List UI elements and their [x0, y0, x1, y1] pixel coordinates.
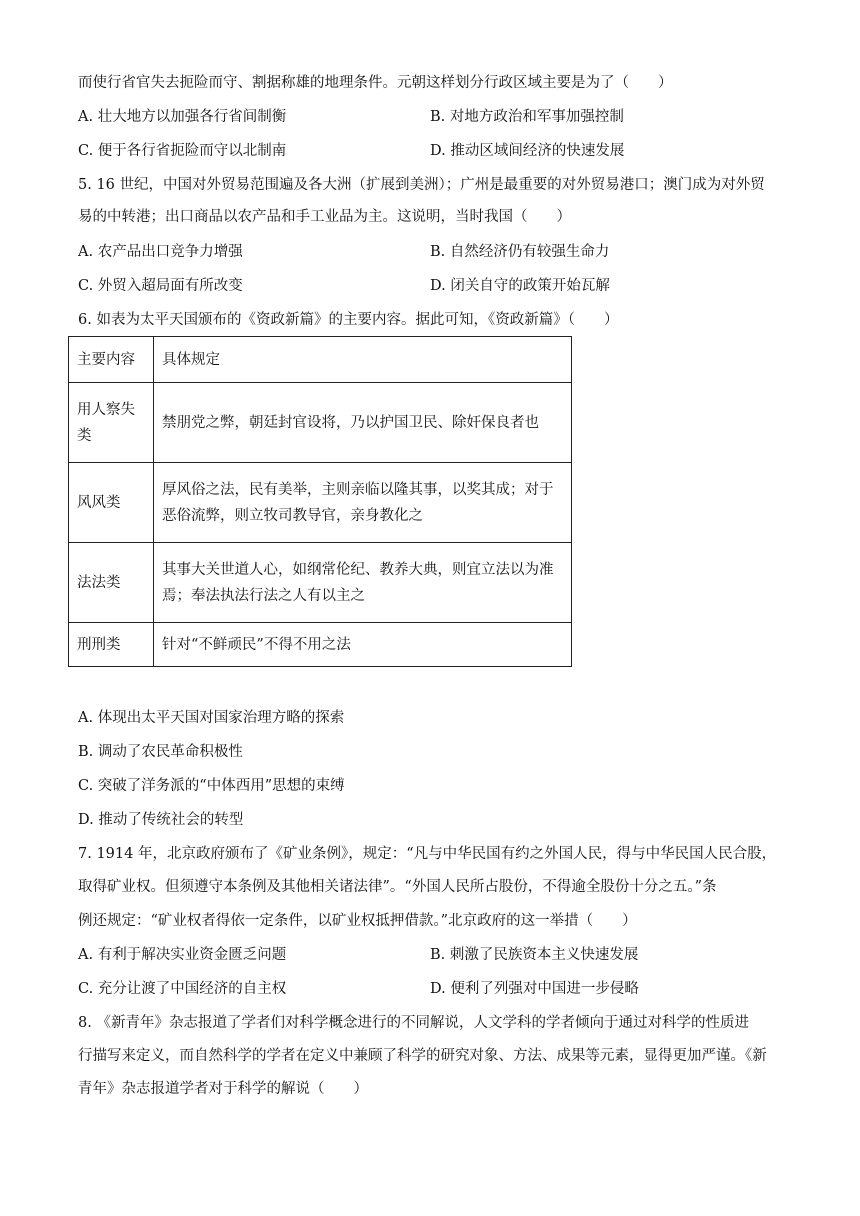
q5-option-d: D. 闭关自守的政策开始瓦解 [430, 278, 610, 294]
rule-line: 其事大关世道人心，如纲常伦纪、教养大典，则宜立法以为准 [162, 561, 554, 578]
rule-line: 恶俗流弊，则立牧司教导官，亲身教化之 [162, 507, 423, 524]
rule-line: 禁朋党之弊，朝廷封官设将，乃以护国卫民、除奸保良者也 [162, 414, 539, 431]
table-row [69, 463, 572, 543]
q7-option-b: B. 刺激了民族资本主义快速发展 [430, 947, 639, 963]
category-line: 类 [77, 427, 92, 444]
table-cell-category [69, 623, 154, 667]
category-line: 法法类 [77, 574, 121, 591]
table-header-row [69, 337, 572, 383]
rule-line: 焉；奉法执法行法之人有以主之 [162, 587, 365, 604]
q4-option-d: D. 推动区域间经济的快速发展 [430, 143, 625, 159]
q5-option-c: C. 外贸入超局面有所改变 [78, 278, 243, 294]
rule-line: 厚风俗之法，民有美举，主则亲临以隆其事，以奖其成；对于 [162, 481, 554, 498]
category-line: 刑刑类 [77, 636, 121, 653]
q5-stem-line1: 5. 16 世纪，中国对外贸易范围遍及各大洲（扩展到美洲）；广州是最重要的对外贸易港口；澳门成为对外贸 [78, 177, 765, 193]
q7-stem-line3: 例还规定：“矿业权者得依一定条件，以矿业权抵押借款。”北京政府的这一举措（ ） [78, 913, 637, 929]
q7-option-d: D. 便利了列强对中国进一步侵略 [430, 981, 639, 997]
table-cell-rule [154, 463, 572, 543]
rule-line: 针对“不鲜顽民”不得不用之法 [162, 636, 351, 653]
q8-stem-line3: 青年》杂志报道学者对于科学的解说（ ） [78, 1081, 368, 1097]
table-header-content: 主要内容 [69, 337, 154, 383]
q7-stem-line1: 7. 1914 年，北京政府颁布了《矿业条例》，规定：“凡与中华民国有约之外国人民，得与中华民国人民合股， [78, 846, 777, 862]
q6-option-b: B. 调动了农民革命积极性 [78, 744, 243, 760]
table-cell-rule [154, 543, 572, 623]
table-cell-category [69, 543, 154, 623]
q6-table [68, 336, 572, 667]
q5-option-b: B. 自然经济仍有较强生命力 [430, 244, 610, 260]
q8-stem-line2: 行描写来定义，而自然科学的学者在定义中兼顾了科学的研究对象、方法、成果等元素，显得更加严谨。《新 [78, 1048, 767, 1064]
category-line: 用人察失 [77, 401, 135, 418]
q6-stem: 6. 如表为太平天国颁布的《资政新篇》的主要内容。据此可知，《资政新篇》（ ） [78, 312, 619, 328]
table-row [69, 383, 572, 463]
table-row [69, 623, 572, 667]
table-row [69, 543, 572, 623]
table-cell-rule [154, 383, 572, 463]
q4-option-b: B. 对地方政治和军事加强控制 [430, 109, 624, 125]
table-cell-rule [154, 623, 572, 667]
table-header-rules: 具体规定 [154, 337, 572, 383]
q4-option-a: A. 壮大地方以加强各行省间制衡 [78, 109, 287, 125]
q4-option-c: C. 便于各行省扼险而守以北制南 [78, 143, 287, 159]
table-cell-category [69, 383, 154, 463]
category-line: 风风类 [77, 494, 121, 511]
q5-stem-line2: 易的中转港；出口商品以农产品和手工业品为主。这说明，当时我国（ ） [78, 209, 571, 225]
q7-stem-line2: 取得矿业权。但须遵守本条例及其他相关诸法律”。“外国人民所占股份，不得逾全股份十分之五。”条 [78, 879, 717, 895]
q6-option-c: C. 突破了洋务派的“中体西用”思想的束缚 [78, 778, 345, 794]
q6-option-d: D. 推动了传统社会的转型 [78, 812, 244, 828]
q7-option-a: A. 有利于解决实业资金匮乏问题 [78, 947, 287, 963]
q5-option-a: A. 农产品出口竞争力增强 [78, 244, 243, 260]
table-cell-category [69, 463, 154, 543]
q8-stem-line1: 8. 《新青年》杂志报道了学者们对科学概念进行的不同解说，人文学科的学者倾向于通过对科学的性质进 [78, 1015, 749, 1031]
q6-option-a: A. 体现出太平天国对国家治理方略的探索 [78, 710, 345, 726]
q7-option-c: C. 充分让渡了中国经济的自主权 [78, 981, 287, 997]
q4-stem-tail: 而使行省官失去扼险而守、割据称雄的地理条件。元朝这样划分行政区域主要是为了（ ） [78, 75, 673, 91]
